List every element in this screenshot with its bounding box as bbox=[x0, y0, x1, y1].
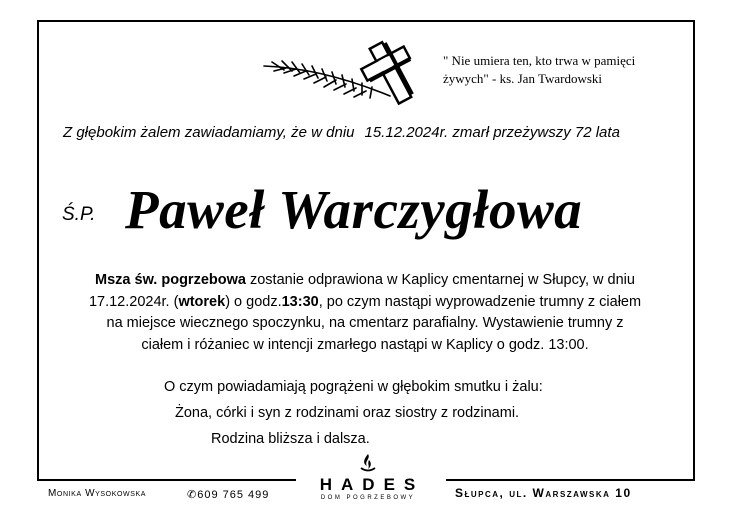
intro-text: Z głębokim żalem zawiadamiamy, że w dniu bbox=[63, 124, 355, 141]
mass-text-3: , po czym nastąpi wyprowadzenie trumny z ciałem bbox=[318, 293, 642, 310]
quote-line-2: żywych" - ks. Jan Twardowski bbox=[443, 71, 603, 86]
funeral-mass-details bbox=[50, 270, 680, 356]
mass-bold-lead: Msza św. pogrzebowa bbox=[95, 272, 246, 288]
flame-icon bbox=[358, 452, 378, 476]
company-subtitle: DOM POGRZEBOWY bbox=[320, 495, 416, 501]
announcement-intro bbox=[63, 124, 620, 141]
closing-line-3: Rodzina bliższa i dalsza. bbox=[211, 431, 370, 447]
cross-with-palm-branch-icon bbox=[262, 38, 442, 110]
deceased-name: Paweł Warczygłowa bbox=[125, 179, 583, 240]
footer-contact-person: Monika Wysokowska bbox=[48, 488, 147, 499]
mass-line-4: ciałem i różaniec w intencji zmarłego nastąpi w Kaplicy o godz. 13:00. bbox=[141, 336, 589, 353]
death-date: 15.12.2024r. bbox=[364, 124, 449, 141]
company-name: HADES bbox=[319, 475, 425, 494]
closing-line-1: O czym powiadamiają pogrążeni w głębokim smutku i żalu: bbox=[164, 379, 543, 395]
mass-text-1: zostanie odprawiona w Kaplicy cmentarnej w Słupcy, w dniu bbox=[245, 272, 635, 288]
mass-line-3: na miejsce wiecznego spoczynku, na cmentarz parafialny. Wystawienie trumny z bbox=[106, 315, 624, 331]
company-logo bbox=[298, 452, 438, 502]
mass-line-2 bbox=[50, 292, 680, 314]
closing-line-2: Żona, córki i syn z rodzinami oraz siostry z rodzinami. bbox=[175, 405, 520, 421]
footer-address: Słupca, ul. Warszawska 10 bbox=[455, 486, 632, 500]
funeral-date: 17.12.2024r. bbox=[88, 293, 170, 310]
mass-line-1 bbox=[50, 270, 680, 292]
age-text: zmarł przeżywszy 72 lata bbox=[452, 124, 620, 141]
quote bbox=[443, 52, 683, 88]
sp-prefix: Ś.P. bbox=[62, 204, 96, 225]
mass-text-2: ) o godz. bbox=[225, 293, 282, 310]
mass-time: 13:30 bbox=[281, 293, 319, 310]
weekday: wtorek bbox=[178, 293, 226, 310]
quote-line-1: " Nie umiera ten, kto trwa w pamięci bbox=[443, 53, 636, 68]
footer-phone: ✆609 765 499 bbox=[187, 489, 270, 501]
open-paren: ( bbox=[169, 293, 179, 310]
